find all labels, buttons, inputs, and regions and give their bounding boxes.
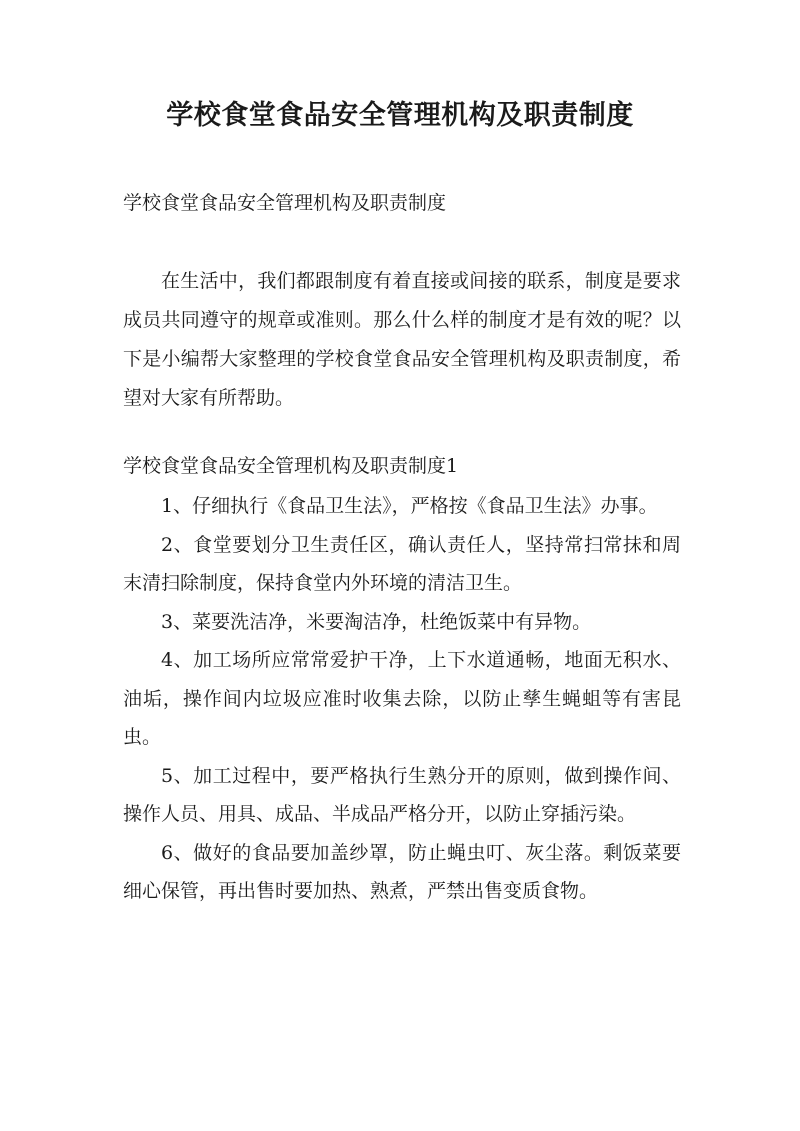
intro-paragraph: 在生活中，我们都跟制度有着直接或间接的联系，制度是要求成员共同遵守的规章或准则。那么什么样的制度才是有效的呢？以下是小编帮大家整理的学校食堂食品安全管理机构及职责制度，希望对大家有所帮助。 — [123, 270, 681, 409]
rule-item-6: 6、做好的食品要加盖纱罩，防止蝇虫叮、灰尘落。剩饭菜要细心保管，再出售时要加热、熟煮，严禁出售变质食物。 — [123, 841, 681, 902]
rule-item-4: 4、加工场所应常常爱护干净，上下水道通畅，地面无积水、油垢，操作间内垃圾应准时收集去除，以防止孳生蝇蛆等有害昆虫。 — [123, 649, 681, 748]
document-subtitle: 学校食堂食品安全管理机构及职责制度 — [123, 192, 447, 214]
section-heading: 学校食堂食品安全管理机构及职责制度1 — [123, 455, 459, 477]
rule-item-5: 5、加工过程中，要严格执行生熟分开的原则，做到操作间、操作人员、用具、成品、半成品严格分开，以防止穿插污染。 — [123, 764, 681, 825]
rule-item-2: 2、食堂要划分卫生责任区，确认责任人，坚持常扫常抹和周末清扫除制度，保持食堂内外环境的清洁卫生。 — [123, 533, 681, 594]
rule-item-3: 3、菜要洗洁净，米要淘洁净，杜绝饭菜中有异物。 — [161, 610, 592, 633]
document-title: 学校食堂食品安全管理机构及职责制度 — [166, 100, 634, 131]
rules-list — [123, 487, 681, 911]
rule-item-1: 1、仔细执行《食品卫生法》，严格按《食品卫生法》办事。 — [161, 495, 658, 517]
